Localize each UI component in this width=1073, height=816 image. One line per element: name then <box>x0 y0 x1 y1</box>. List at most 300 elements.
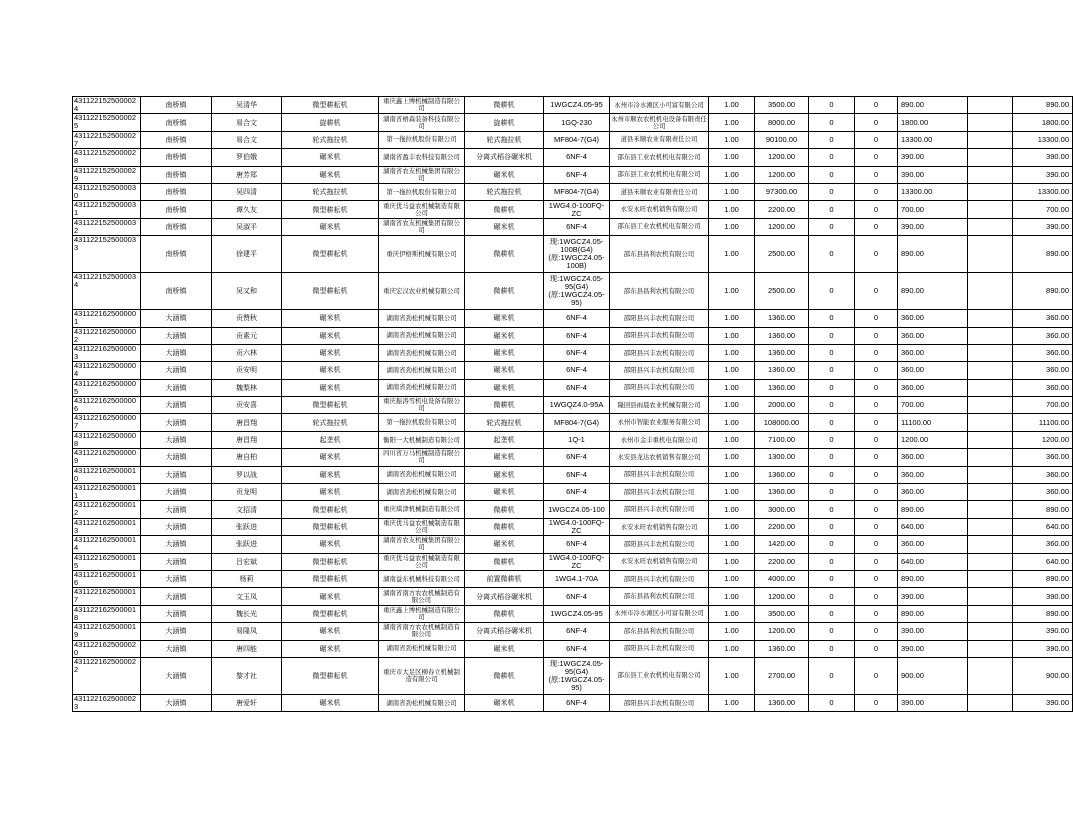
zero-a-cell: 0 <box>809 201 855 218</box>
quantity-cell: 1.00 <box>709 114 755 131</box>
quantity-cell: 1.00 <box>709 97 755 114</box>
record-id-cell: 431122152500002 5 <box>73 114 141 131</box>
subsidy-total-cell: 390.00 <box>1013 640 1073 657</box>
subsidy-total-cell: 390.00 <box>1013 149 1073 166</box>
subsidy-total-cell: 640.00 <box>1013 553 1073 570</box>
record-id-cell: 431122152500002 7 <box>73 131 141 148</box>
record-id-cell: 431122152500003 4 <box>73 273 141 310</box>
subsidy-cell: 890.00 <box>898 236 968 273</box>
model-cell: 6NF-4 <box>544 623 610 640</box>
machine-type-cell: 分离式稻谷碾米机 <box>465 623 544 640</box>
dealer-cell: 邵阳县兴丰农机有限公司 <box>610 362 709 379</box>
price-cell: 97300.00 <box>755 183 809 200</box>
record-id-cell: 431122152500002 9 <box>73 166 141 183</box>
machine-category-cell: 碾米机 <box>282 466 379 483</box>
zero-b-cell: 0 <box>855 484 898 501</box>
machine-type-cell: 旋耕机 <box>465 114 544 131</box>
record-id-cell: 431122162500001 4 <box>73 536 141 553</box>
table-row <box>73 379 1073 396</box>
price-cell: 2200.00 <box>755 553 809 570</box>
record-id-cell: 431122162500000 7 <box>73 414 141 431</box>
subsidy-total-cell: 360.00 <box>1013 327 1073 344</box>
table-row <box>73 553 1073 570</box>
zero-a-cell: 0 <box>809 344 855 361</box>
machine-type-cell: 碾米机 <box>465 379 544 396</box>
subsidy-total-cell: 390.00 <box>1013 694 1073 711</box>
price-cell: 90100.00 <box>755 131 809 148</box>
town-cell: 南桥镇 <box>141 166 212 183</box>
subsidy-total-cell: 890.00 <box>1013 605 1073 622</box>
table-row <box>73 588 1073 605</box>
zero-a-cell: 0 <box>809 518 855 535</box>
blank-cell <box>968 536 1013 553</box>
record-id-cell: 431122162500000 5 <box>73 379 141 396</box>
zero-b-cell: 0 <box>855 362 898 379</box>
blank-cell <box>968 501 1013 518</box>
zero-b-cell: 0 <box>855 183 898 200</box>
zero-a-cell: 0 <box>809 623 855 640</box>
price-cell: 1200.00 <box>755 218 809 235</box>
farmer-name-cell: 贡赞秋 <box>212 310 282 327</box>
zero-b-cell: 0 <box>855 114 898 131</box>
quantity-cell: 1.00 <box>709 201 755 218</box>
subsidy-cell: 700.00 <box>898 201 968 218</box>
price-cell: 2500.00 <box>755 236 809 273</box>
town-cell: 大涵镇 <box>141 657 212 694</box>
machine-category-cell: 微型耕耘机 <box>282 570 379 587</box>
manufacturer-cell: 湖南省农友机械集团有限公司 <box>379 166 465 183</box>
subsidy-cell: 360.00 <box>898 362 968 379</box>
subsidy-cell: 360.00 <box>898 310 968 327</box>
manufacturer-cell: 湖南省劲松机械有限公司 <box>379 344 465 361</box>
subsidy-total-cell: 900.00 <box>1013 657 1073 694</box>
farmer-name-cell: 文玉凤 <box>212 588 282 605</box>
quantity-cell: 1.00 <box>709 327 755 344</box>
machine-category-cell: 碾米机 <box>282 623 379 640</box>
price-cell: 3500.00 <box>755 97 809 114</box>
zero-a-cell: 0 <box>809 131 855 148</box>
dealer-cell: 邵阳县兴丰农机有限公司 <box>610 536 709 553</box>
town-cell: 南桥镇 <box>141 114 212 131</box>
dealer-cell: 邵阳县兴丰农机有限公司 <box>610 310 709 327</box>
dealer-cell: 邵阳县兴丰农机有限公司 <box>610 466 709 483</box>
zero-a-cell: 0 <box>809 449 855 466</box>
farmer-name-cell: 杨莉 <box>212 570 282 587</box>
manufacturer-cell: 衡阳一大机械制造有限公司 <box>379 431 465 448</box>
price-cell: 4000.00 <box>755 570 809 587</box>
farmer-name-cell: 张跃进 <box>212 536 282 553</box>
farmer-name-cell: 吴四清 <box>212 183 282 200</box>
price-cell: 1360.00 <box>755 310 809 327</box>
farmer-name-cell: 黎才社 <box>212 657 282 694</box>
dealer-cell: 邵东县工业农机机电有限公司 <box>610 657 709 694</box>
subsidy-cell: 890.00 <box>898 273 968 310</box>
blank-cell <box>968 466 1013 483</box>
subsidy-total-cell: 390.00 <box>1013 218 1073 235</box>
dealer-cell: 永安永旺农机销售有限公司 <box>610 553 709 570</box>
record-id-cell: 431122162500001 0 <box>73 466 141 483</box>
quantity-cell: 1.00 <box>709 605 755 622</box>
zero-a-cell: 0 <box>809 431 855 448</box>
quantity-cell: 1.00 <box>709 397 755 414</box>
subsidy-cell: 360.00 <box>898 449 968 466</box>
machine-type-cell: 碾米机 <box>465 344 544 361</box>
table-row <box>73 570 1073 587</box>
subsidy-total-cell: 640.00 <box>1013 518 1073 535</box>
subsidy-cell: 890.00 <box>898 570 968 587</box>
machine-type-cell: 微耕机 <box>465 236 544 273</box>
zero-b-cell: 0 <box>855 131 898 148</box>
manufacturer-cell: 重庆鑫上博机械制造有限公司 <box>379 97 465 114</box>
machine-category-cell: 碾米机 <box>282 327 379 344</box>
record-id-cell: 431122162500001 1 <box>73 484 141 501</box>
zero-b-cell: 0 <box>855 431 898 448</box>
zero-b-cell: 0 <box>855 97 898 114</box>
model-cell: 6NF-4 <box>544 588 610 605</box>
subsidy-cell: 360.00 <box>898 379 968 396</box>
record-id-cell: 431122162500002 2 <box>73 657 141 694</box>
model-cell: 6NF-4 <box>544 640 610 657</box>
town-cell: 南桥镇 <box>141 149 212 166</box>
machine-category-cell: 微型耕耘机 <box>282 553 379 570</box>
subsidy-total-cell: 390.00 <box>1013 166 1073 183</box>
zero-b-cell: 0 <box>855 344 898 361</box>
price-cell: 2000.00 <box>755 397 809 414</box>
table-row <box>73 501 1073 518</box>
subsidy-total-cell: 390.00 <box>1013 588 1073 605</box>
manufacturer-cell: 四川省万马机械制造有限公司 <box>379 449 465 466</box>
quantity-cell: 1.00 <box>709 588 755 605</box>
subsidy-cell: 640.00 <box>898 518 968 535</box>
town-cell: 大涵镇 <box>141 536 212 553</box>
table-row <box>73 327 1073 344</box>
town-cell: 大涵镇 <box>141 501 212 518</box>
table-row <box>73 183 1073 200</box>
model-cell: 1WGCZ4.05-95 <box>544 605 610 622</box>
farmer-name-cell: 贡安喜 <box>212 397 282 414</box>
blank-cell <box>968 588 1013 605</box>
subsidy-total-cell: 360.00 <box>1013 466 1073 483</box>
town-cell: 大涵镇 <box>141 344 212 361</box>
machine-category-cell: 碾米机 <box>282 149 379 166</box>
town-cell: 大涵镇 <box>141 431 212 448</box>
subsidy-total-cell: 360.00 <box>1013 379 1073 396</box>
machine-type-cell: 微耕机 <box>465 501 544 518</box>
price-cell: 1360.00 <box>755 466 809 483</box>
zero-b-cell: 0 <box>855 166 898 183</box>
farmer-name-cell: 吴淑平 <box>212 218 282 235</box>
dealer-cell: 隆回县雨晨农业机械有限公司 <box>610 397 709 414</box>
town-cell: 大涵镇 <box>141 397 212 414</box>
machine-type-cell: 碾米机 <box>465 484 544 501</box>
subsidy-cell: 360.00 <box>898 327 968 344</box>
town-cell: 大涵镇 <box>141 553 212 570</box>
table-row <box>73 166 1073 183</box>
machine-type-cell: 轮式拖拉机 <box>465 131 544 148</box>
table-row <box>73 310 1073 327</box>
town-cell: 南桥镇 <box>141 218 212 235</box>
quantity-cell: 1.00 <box>709 183 755 200</box>
subsidy-cell: 11100.00 <box>898 414 968 431</box>
subsidy-total-cell: 890.00 <box>1013 97 1073 114</box>
quantity-cell: 1.00 <box>709 379 755 396</box>
blank-cell <box>968 449 1013 466</box>
machine-type-cell: 轮式拖拉机 <box>465 183 544 200</box>
quantity-cell: 1.00 <box>709 484 755 501</box>
quantity-cell: 1.00 <box>709 131 755 148</box>
table-row <box>73 273 1073 310</box>
farmer-name-cell: 张跃进 <box>212 518 282 535</box>
town-cell: 大涵镇 <box>141 362 212 379</box>
blank-cell <box>968 273 1013 310</box>
zero-a-cell: 0 <box>809 362 855 379</box>
zero-b-cell: 0 <box>855 449 898 466</box>
machine-type-cell: 碾米机 <box>465 694 544 711</box>
town-cell: 大涵镇 <box>141 484 212 501</box>
zero-b-cell: 0 <box>855 414 898 431</box>
zero-b-cell: 0 <box>855 379 898 396</box>
farmer-name-cell: 魏梨林 <box>212 379 282 396</box>
zero-a-cell: 0 <box>809 114 855 131</box>
subsidy-total-cell: 390.00 <box>1013 623 1073 640</box>
machine-type-cell: 碾米机 <box>465 327 544 344</box>
manufacturer-cell: 湖南省劲松机械有限公司 <box>379 694 465 711</box>
record-id-cell: 431122152500002 8 <box>73 149 141 166</box>
subsidy-total-cell: 700.00 <box>1013 397 1073 414</box>
town-cell: 南桥镇 <box>141 273 212 310</box>
subsidy-total-cell: 11100.00 <box>1013 414 1073 431</box>
town-cell: 大涵镇 <box>141 379 212 396</box>
subsidy-cell: 890.00 <box>898 501 968 518</box>
town-cell: 大涵镇 <box>141 449 212 466</box>
farmer-name-cell: 罗伯娥 <box>212 149 282 166</box>
dealer-cell: 邵东县昌利农机有限公司 <box>610 236 709 273</box>
model-cell: MF804-7(G4) <box>544 183 610 200</box>
zero-b-cell: 0 <box>855 501 898 518</box>
blank-cell <box>968 236 1013 273</box>
record-id-cell: 431122162500001 5 <box>73 553 141 570</box>
price-cell: 2700.00 <box>755 657 809 694</box>
zero-a-cell: 0 <box>809 97 855 114</box>
record-id-cell: 431122162500002 3 <box>73 694 141 711</box>
zero-b-cell: 0 <box>855 553 898 570</box>
blank-cell <box>968 201 1013 218</box>
manufacturer-cell: 重庆市大足区柳春立机械制造有限公司 <box>379 657 465 694</box>
table-row <box>73 218 1073 235</box>
price-cell: 1200.00 <box>755 166 809 183</box>
zero-a-cell: 0 <box>809 236 855 273</box>
price-cell: 8000.00 <box>755 114 809 131</box>
machine-category-cell: 轮式拖拉机 <box>282 131 379 148</box>
manufacturer-cell: 湖南省劲松机械有限公司 <box>379 640 465 657</box>
subsidy-total-cell: 13300.00 <box>1013 183 1073 200</box>
subsidy-total-cell: 890.00 <box>1013 501 1073 518</box>
quantity-cell: 1.00 <box>709 218 755 235</box>
zero-b-cell: 0 <box>855 657 898 694</box>
blank-cell <box>968 310 1013 327</box>
price-cell: 1200.00 <box>755 588 809 605</box>
quantity-cell: 1.00 <box>709 166 755 183</box>
machine-category-cell: 碾米机 <box>282 694 379 711</box>
machine-type-cell: 分离式稻谷碾米机 <box>465 588 544 605</box>
price-cell: 1360.00 <box>755 362 809 379</box>
quantity-cell: 1.00 <box>709 640 755 657</box>
model-cell: 1WGCZ4.05-95 <box>544 97 610 114</box>
model-cell: 1WGQZ4.0-95A <box>544 397 610 414</box>
farmer-name-cell: 吴清华 <box>212 97 282 114</box>
record-id-cell: 431122162500000 9 <box>73 449 141 466</box>
machine-category-cell: 碾米机 <box>282 344 379 361</box>
machine-type-cell: 碾米机 <box>465 449 544 466</box>
subsidy-cell: 13300.00 <box>898 183 968 200</box>
zero-a-cell: 0 <box>809 218 855 235</box>
model-cell: MF804-7(G4) <box>544 131 610 148</box>
farmer-name-cell: 罗以战 <box>212 466 282 483</box>
quantity-cell: 1.00 <box>709 449 755 466</box>
blank-cell <box>968 183 1013 200</box>
manufacturer-cell: 重庆宏汉农业机械有限公司 <box>379 273 465 310</box>
blank-cell <box>968 327 1013 344</box>
zero-a-cell: 0 <box>809 588 855 605</box>
table-row <box>73 694 1073 711</box>
model-cell: 6NF-4 <box>544 344 610 361</box>
subsidy-cell: 360.00 <box>898 344 968 361</box>
manufacturer-cell: 重庆琪津机械制造有限公司 <box>379 501 465 518</box>
zero-a-cell: 0 <box>809 536 855 553</box>
price-cell: 1200.00 <box>755 623 809 640</box>
model-cell: 1WG4.0-100FQ-ZC <box>544 518 610 535</box>
subsidy-cell: 390.00 <box>898 166 968 183</box>
manufacturer-cell: 第一拖拉机股份有限公司 <box>379 131 465 148</box>
machine-category-cell: 轮式拖拉机 <box>282 183 379 200</box>
blank-cell <box>968 694 1013 711</box>
record-id-cell: 431122162500000 2 <box>73 327 141 344</box>
blank-cell <box>968 431 1013 448</box>
zero-a-cell: 0 <box>809 553 855 570</box>
machine-type-cell: 碾米机 <box>465 640 544 657</box>
price-cell: 1420.00 <box>755 536 809 553</box>
blank-cell <box>968 97 1013 114</box>
blank-cell <box>968 553 1013 570</box>
blank-cell <box>968 484 1013 501</box>
model-cell: 6NF-4 <box>544 536 610 553</box>
subsidy-cell: 890.00 <box>898 605 968 622</box>
machine-category-cell: 碾米机 <box>282 449 379 466</box>
table-row <box>73 518 1073 535</box>
record-id-cell: 431122152500003 0 <box>73 183 141 200</box>
zero-b-cell: 0 <box>855 273 898 310</box>
quantity-cell: 1.00 <box>709 657 755 694</box>
quantity-cell: 1.00 <box>709 553 755 570</box>
machine-category-cell: 旋耕机 <box>282 114 379 131</box>
machine-category-cell: 轮式拖拉机 <box>282 414 379 431</box>
table-row <box>73 414 1073 431</box>
subsidy-total-cell: 1200.00 <box>1013 431 1073 448</box>
table-row <box>73 97 1073 114</box>
dealer-cell: 邵东县工业农机机电有限公司 <box>610 166 709 183</box>
zero-b-cell: 0 <box>855 149 898 166</box>
town-cell: 大涵镇 <box>141 518 212 535</box>
farmer-name-cell: 谭久友 <box>212 201 282 218</box>
price-cell: 1360.00 <box>755 344 809 361</box>
dealer-cell: 邵阳县兴丰农机有限公司 <box>610 379 709 396</box>
subsidy-cell: 890.00 <box>898 97 968 114</box>
machine-category-cell: 碾米机 <box>282 640 379 657</box>
machine-category-cell: 微型耕耘机 <box>282 518 379 535</box>
dealer-cell: 邵阳县兴丰农机有限公司 <box>610 640 709 657</box>
dealer-cell: 邵阳县兴丰农机有限公司 <box>610 327 709 344</box>
machine-category-cell: 碾米机 <box>282 362 379 379</box>
manufacturer-cell: 重庆鑫上博机械制造有限公司 <box>379 605 465 622</box>
zero-b-cell: 0 <box>855 570 898 587</box>
model-cell: 1WG4.0-100FQ-ZC <box>544 553 610 570</box>
zero-b-cell: 0 <box>855 236 898 273</box>
table-body <box>73 97 1073 712</box>
machine-category-cell: 碾米机 <box>282 379 379 396</box>
subsidy-total-cell: 13300.00 <box>1013 131 1073 148</box>
town-cell: 大涵镇 <box>141 694 212 711</box>
manufacturer-cell: 湖南省劲松机械有限公司 <box>379 379 465 396</box>
zero-b-cell: 0 <box>855 605 898 622</box>
table-row <box>73 449 1073 466</box>
model-cell: 现:1WGCZ4.05-95(G4)(原:1WGCZ4.05-95) <box>544 657 610 694</box>
record-id-cell: 431122162500000 1 <box>73 310 141 327</box>
model-cell: 现:1WGCZ4.05-95(G4)(原:1WGCZ4.05-95) <box>544 273 610 310</box>
record-id-cell: 431122162500001 2 <box>73 501 141 518</box>
record-id-cell: 431122162500001 7 <box>73 588 141 605</box>
manufacturer-cell: 湖南省劲松机械有限公司 <box>379 310 465 327</box>
model-cell: 6NF-4 <box>544 484 610 501</box>
dealer-cell: 邵东县昌利农机有限公司 <box>610 588 709 605</box>
machine-category-cell: 微型耕耘机 <box>282 605 379 622</box>
farmer-name-cell: 易合文 <box>212 114 282 131</box>
machine-type-cell: 碾米机 <box>465 166 544 183</box>
subsidy-total-cell: 890.00 <box>1013 236 1073 273</box>
blank-cell <box>968 623 1013 640</box>
blank-cell <box>968 397 1013 414</box>
subsidy-cell: 390.00 <box>898 623 968 640</box>
machine-type-cell: 微耕机 <box>465 553 544 570</box>
price-cell: 1360.00 <box>755 694 809 711</box>
machine-type-cell: 碾米机 <box>465 310 544 327</box>
table-row <box>73 149 1073 166</box>
manufacturer-cell: 湖南省劲松机械有限公司 <box>379 327 465 344</box>
subsidy-total-cell: 700.00 <box>1013 201 1073 218</box>
machine-type-cell: 碾米机 <box>465 362 544 379</box>
zero-a-cell: 0 <box>809 640 855 657</box>
subsidy-cell: 1800.00 <box>898 114 968 131</box>
dealer-cell: 邵阳县兴丰农机有限公司 <box>610 694 709 711</box>
farmer-name-cell: 贡龙明 <box>212 484 282 501</box>
farmer-name-cell: 贡素元 <box>212 327 282 344</box>
price-cell: 2200.00 <box>755 518 809 535</box>
table-row <box>73 362 1073 379</box>
machine-category-cell: 碾米机 <box>282 536 379 553</box>
farmer-name-cell: 易合文 <box>212 131 282 148</box>
zero-b-cell: 0 <box>855 218 898 235</box>
record-id-cell: 431122162500000 6 <box>73 397 141 414</box>
record-id-cell: 431122152500003 1 <box>73 201 141 218</box>
price-cell: 2500.00 <box>755 273 809 310</box>
manufacturer-cell: 湖南省南方农农机械制造有限公司 <box>379 588 465 605</box>
farmer-name-cell: 唐爱轩 <box>212 694 282 711</box>
price-cell: 1360.00 <box>755 327 809 344</box>
quantity-cell: 1.00 <box>709 344 755 361</box>
manufacturer-cell: 湖南省劲松机械有限公司 <box>379 466 465 483</box>
farmer-name-cell: 徐建平 <box>212 236 282 273</box>
zero-b-cell: 0 <box>855 640 898 657</box>
price-cell: 1360.00 <box>755 640 809 657</box>
